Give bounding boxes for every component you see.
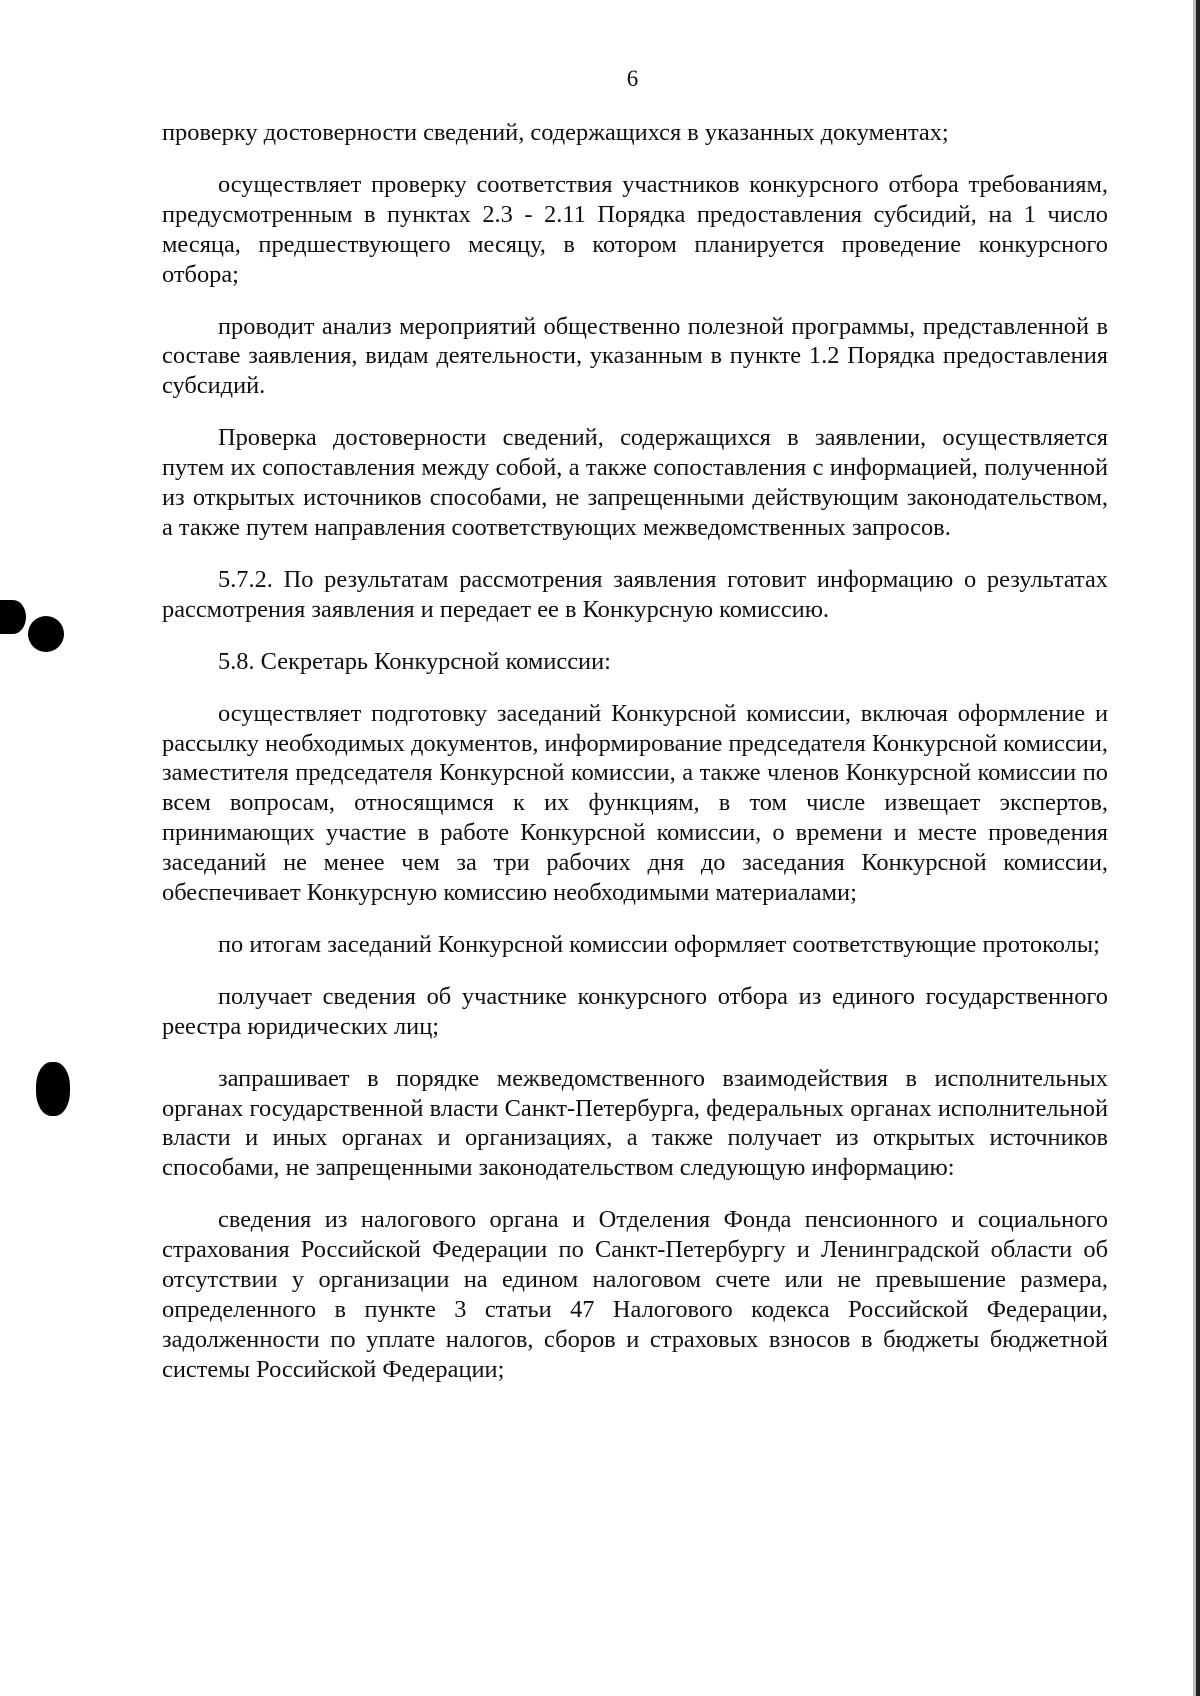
paragraph: сведения из налогового органа и Отделения Фонда пенсионного и социального страхования Российской Федерации по Санкт-Петербургу и Ленинградской области об отсутствии у организации на едином налоговом счете или не превышение размера, определенного в пункте 3 статьи 47 Налогового кодекса Российской Федерации, задолженности по уплате налогов, сборов и страховых взносов в бюджеты бюджетной системы Российской Федерации; bbox=[162, 1206, 1108, 1383]
paragraph: осуществляет подготовку заседаний Конкурсной комиссии, включая оформление и рассылку необходимых документов, информирование председателя Конкурсной комиссии, заместителя председателя Конкурсной комиссии, а также членов Конкурсной комиссии по всем вопросам, относящимся к их функциям, в том числе извещает экспертов, принимающих участие в работе Конкурсной комиссии, о времени и месте проведения заседаний не менее чем за три рабочих дня до заседания Конкурсной комиссии, обеспечивает Конкурсную комиссию необходимыми материалами; bbox=[162, 699, 1108, 907]
punch-hole-mark bbox=[28, 616, 64, 652]
paragraph: 5.7.2. По результатам рассмотрения заявления готовит информацию о результатах рассмотрения заявления и передает ее в Конкурсную комиссию. bbox=[162, 565, 1108, 623]
paragraph: осуществляет проверку соответствия участников конкурсного отбора требованиям, предусмотренным в пунктах 2.3 - 2.11 Порядка предоставления субсидий, на 1 число месяца, предшествующего месяцу, в котором планируется проведение конкурсного отбора; bbox=[162, 170, 1108, 288]
page-number: 6 bbox=[626, 66, 639, 91]
section-heading: 5.8. Секретарь Конкурсной комиссии: bbox=[218, 647, 611, 675]
punch-hole-mark bbox=[36, 1062, 70, 1116]
paragraph: получает сведения об участнике конкурсного отбора из единого государственного реестра юридических лиц; bbox=[162, 982, 1108, 1040]
punch-hole-mark bbox=[0, 600, 26, 634]
document-body bbox=[162, 118, 1108, 1407]
page-edge bbox=[1196, 0, 1200, 1696]
paragraph: запрашивает в порядке межведомственного взаимодействия в исполнительных органах государственной власти Санкт-Петербурга, федеральных органах исполнительной власти и иных органах и организациях, а также получает из открытых источников способами, не запрещенными законодательством следующую информацию: bbox=[162, 1064, 1108, 1182]
paragraph: проводит анализ мероприятий общественно полезной программы, представленной в составе заявления, видам деятельности, указанным в пункте 1.2 Порядка предоставления субсидий. bbox=[162, 312, 1108, 400]
paragraph: по итогам заседаний Конкурсной комиссии оформляет соответствующие протоколы; bbox=[218, 930, 1100, 958]
paragraph: проверку достоверности сведений, содержащихся в указанных документах; bbox=[162, 119, 949, 146]
paragraph: Проверка достоверности сведений, содержащихся в заявлении, осуществляется путем их сопоставления между собой, а также сопоставления с информацией, полученной из открытых источников способами, не запрещенными действующим законодательством, а также путем направления соответствующих межведомственных запросов. bbox=[162, 424, 1108, 541]
